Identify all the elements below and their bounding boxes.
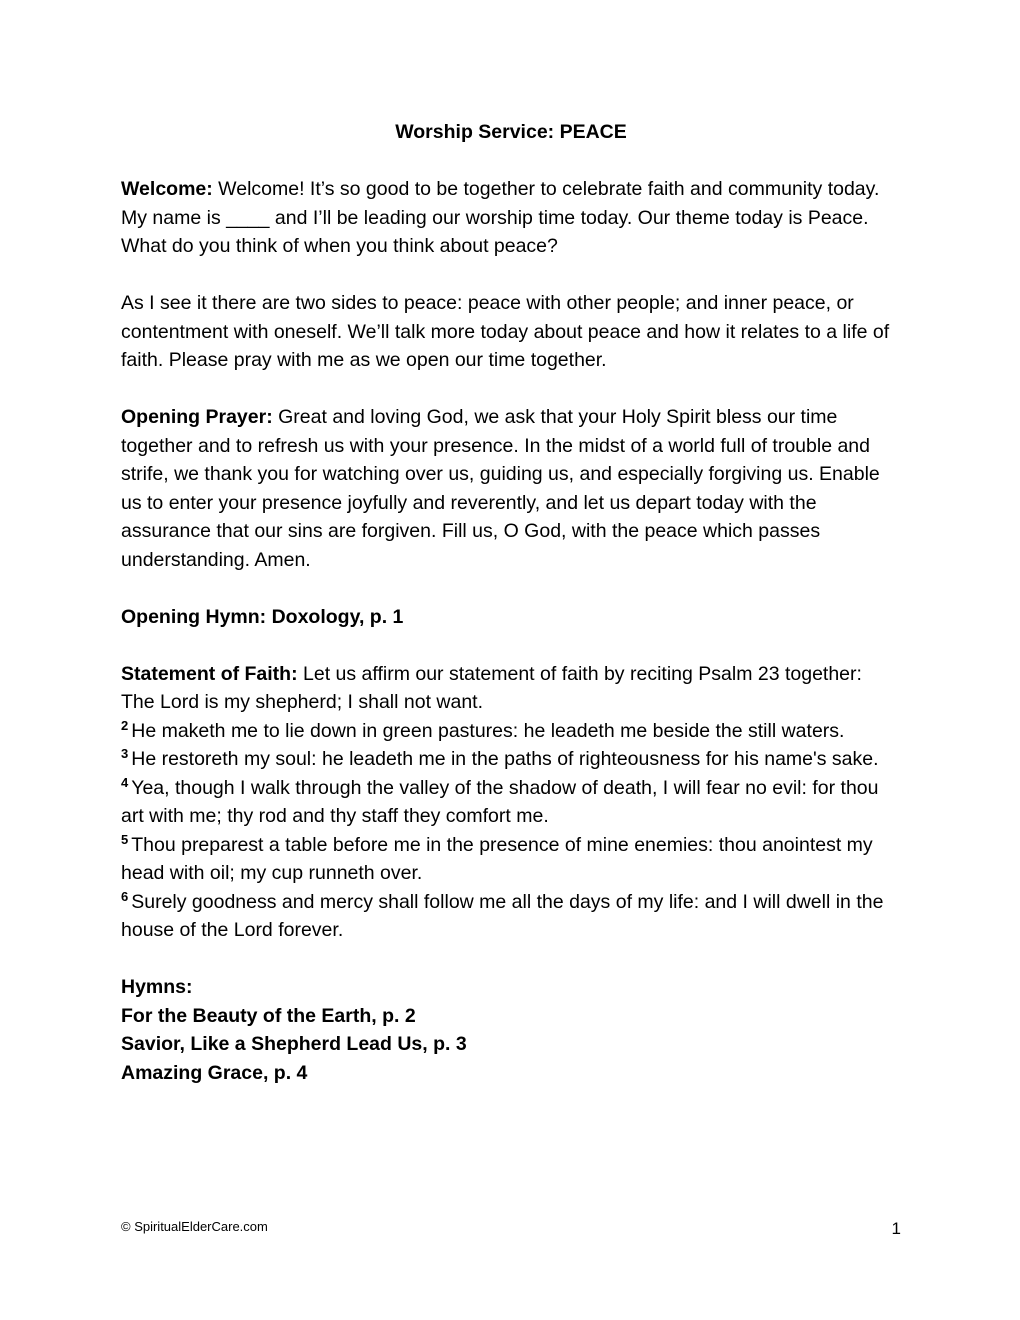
verse-text: Thou preparest a table before me in the presence of mine enemies: thou anointest my head with oil; my cup runneth over. xyxy=(121,833,873,884)
psalm-verse-6 xyxy=(121,888,901,945)
opening-hymn-heading: Opening Hymn: Doxology, p. 1 xyxy=(121,605,404,628)
opening-prayer-label: Opening Prayer: xyxy=(121,406,273,428)
verse-number: 5 xyxy=(121,831,129,847)
psalm-verse-1: The Lord is my shepherd; I shall not want. xyxy=(121,691,484,713)
verse-number: 3 xyxy=(121,746,129,761)
verse-text: Yea, though I walk through the valley of the shadow of death, I will fear no evil: for thou art with me; thy rod and thy staff they comfort me. xyxy=(121,776,879,827)
opening-prayer-text: Great and loving God, we ask that your Holy Spirit bless our time together and to refresh us with your presence. In the midst of a world full of trouble and strife, we thank you for watching over us, guiding us, and especially forgiving us. Enable us to enter your presence joyfully and reverently, and let us depart today with the assurance that our sins are forgiven. Fill us, O God, with the peace which passes understanding. Amen. xyxy=(121,406,880,571)
verse-number: 6 xyxy=(121,888,129,904)
statement-of-faith-text: Let us affirm our statement of faith by reciting Psalm 23 together: xyxy=(297,662,862,685)
hymn-item: Amazing Grace, p. 4 xyxy=(121,1061,308,1084)
verse-text: Surely goodness and mercy shall follow me all the days of my life: and I will dwell in the house of the Lord forever. xyxy=(121,890,884,941)
welcome-label: Welcome: xyxy=(121,178,213,200)
statement-of-faith-label: Statement of Faith: xyxy=(121,662,298,685)
document-title: Worship Service: PEACE xyxy=(395,121,627,143)
statement-of-faith-paragraph xyxy=(121,660,901,689)
hymn-item: For the Beauty of the Earth, p. 2 xyxy=(121,1004,416,1027)
hymns-heading: Hymns: xyxy=(121,976,193,998)
spacer xyxy=(121,574,901,603)
hymn-item: Savior, Like a Shepherd Lead Us, p. 3 xyxy=(121,1033,467,1055)
opening-prayer-paragraph xyxy=(121,403,901,574)
spacer xyxy=(121,945,901,974)
verse-number: 4 xyxy=(121,774,129,790)
spacer xyxy=(121,261,901,290)
verse-text: He restoreth my soul: he leadeth me in the paths of righteousness for his name's sake. xyxy=(131,748,879,770)
welcome-paragraph xyxy=(121,175,901,261)
spacer xyxy=(121,147,901,176)
psalm-verse-4 xyxy=(121,774,901,831)
page-number: 1 xyxy=(891,1219,901,1238)
verse-number: 2 xyxy=(121,717,129,733)
psalm-verse-3 xyxy=(121,745,901,774)
footer-copyright: © SpiritualElderCare.com xyxy=(121,1219,268,1234)
spacer xyxy=(121,631,901,660)
verse-text: He maketh me to lie down in green pastures: he leadeth me beside the still waters. xyxy=(131,719,845,742)
psalm-verse-2 xyxy=(121,717,901,746)
psalm-verse-5 xyxy=(121,831,901,888)
welcome-text: Welcome! It’s so good to be together to celebrate faith and community today. My name is ____ and I’ll be leading our worship time today. Our theme today is Peace. What do you think of when you think about peace? xyxy=(121,178,880,257)
spacer xyxy=(121,375,901,404)
document-body xyxy=(121,118,901,1087)
sides-paragraph: As I see it there are two sides to peace: peace with other people; and inner peace, or contentment with oneself. We’ll talk more today about peace and how it relates to a life of faith. Please pray with me as we open our time together. xyxy=(121,292,890,371)
